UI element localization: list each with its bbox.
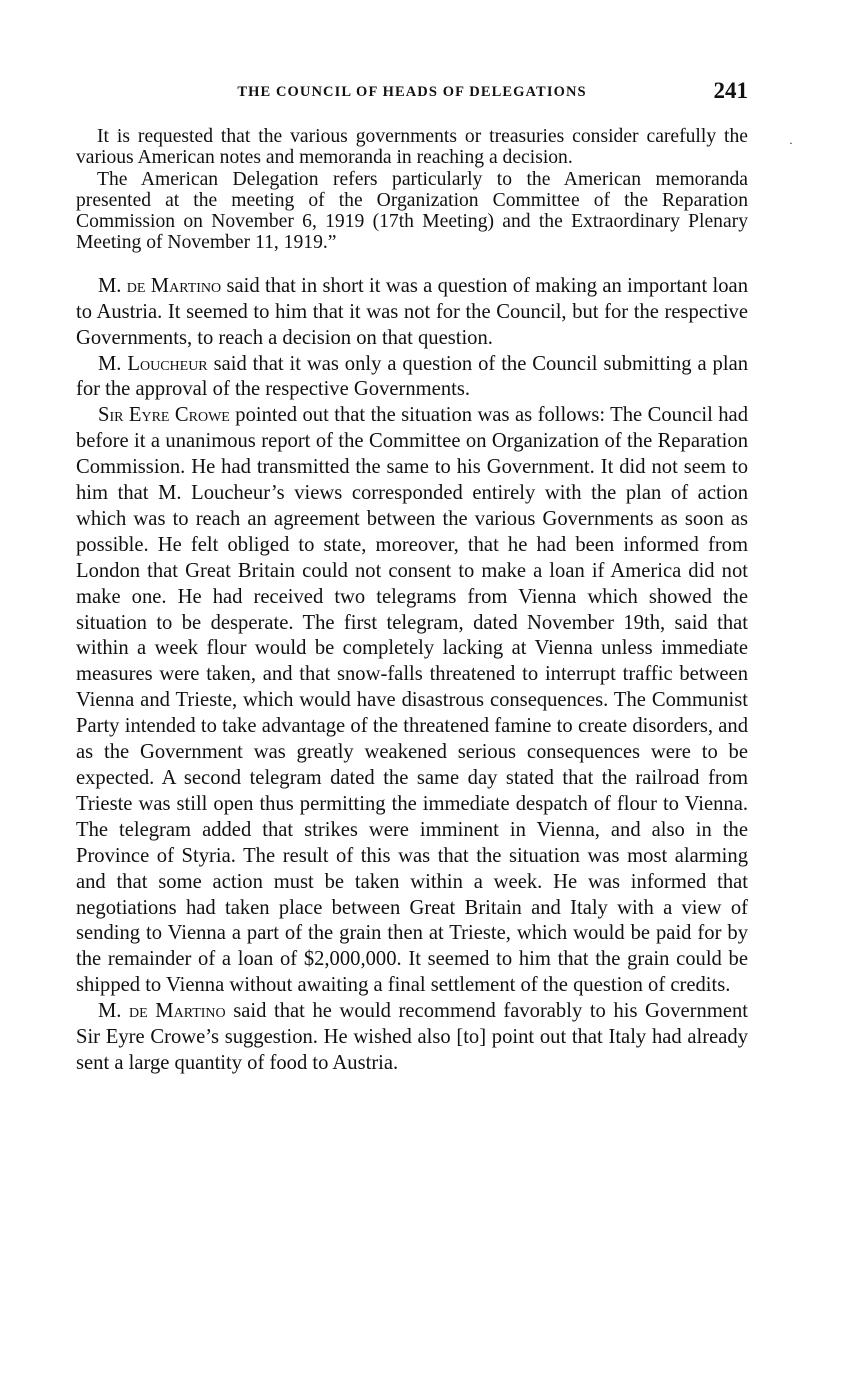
stray-print-mark: · xyxy=(789,136,793,150)
minutes-paragraph xyxy=(76,999,748,1077)
speaker-name: M. de Martino xyxy=(98,1000,226,1023)
paragraph-text: pointed out that the situation was as follows: The Council had before it a unanimous report of the Committee on Organization of the Reparation Commission. He had transmitted the same to his Government. It did not seem to him that M. Loucheur’s views corresponded entirely with the plan of action which was to reach an agreement between the various Governments as soon as possible. He felt obliged to state, moreover, that he had been informed from London that Great Britain could not consent to make a loan if America did not make one. He had received two telegrams from Vienna which showed the situation to be desperate. The first telegram, dated November 19th, said that within a week flour would be completely lacking at Vienna unless immediate measures were taken, and that snow-falls threatened to interrupt traffic between Vienna and Trieste, which would have disastrous consequences. The Communist Party intended to take advantage of the threatened famine to create disorders, and as the Government was greatly weakened serious consequences were to be expected. A second telegram dated the same day stated that the railroad from Trieste was still open thus permitting the immediate despatch of flour to Vienna. The telegram added that strikes were imminent in Vienna, and also in the Province of Styria. The result of this was that the situation was most alarming and that some action must be taken within a week. He was informed that negotiations had taken place between Great Britain and Italy with a view of sending to Vienna a part of the grain then at Trieste, which would be paid for by the remainder of a loan of $2,000,000. It seemed to him that the grain could be shipped to Vienna without awaiting a final settlement of the question of credits. xyxy=(76,404,748,997)
speaker-name: M. Loucheur xyxy=(98,352,208,375)
paragraph-text: said that it was only a question of the Council submitting a plan for the approval of the respective Governments. xyxy=(76,352,749,401)
speaker-name: Sir Eyre Crowe xyxy=(98,404,230,427)
quoted-note xyxy=(76,126,748,254)
minutes-paragraph xyxy=(76,403,748,999)
minutes-paragraph xyxy=(76,352,748,404)
speaker-name: M. de Martino xyxy=(98,274,222,297)
running-title: THE COUNCIL OF HEADS OF DELEGATIONS xyxy=(237,84,587,100)
page-number: 241 xyxy=(713,78,748,103)
minutes-body xyxy=(76,274,748,1077)
running-head xyxy=(76,78,748,108)
quote-paragraph: It is requested that the various governments or treasuries consider carefully the various American notes and memoranda in reaching a decision. xyxy=(76,126,748,169)
minutes-paragraph xyxy=(76,274,748,352)
quote-paragraph: The American Delegation refers particularly to the American memoranda presented at the meeting of the Organization Committee of the Reparation Commission on November 6, 1919 (17th Meeting) and the Extraordinary Plenary Meeting of November 11, 1919.” xyxy=(76,168,748,254)
paragraph-text: said that in short it was a question of making an important loan to Austria. It seemed to him that it was not for the Council, but for the respective Governments, to reach a decision on that question. xyxy=(76,274,748,349)
document-page xyxy=(76,78,748,1077)
paragraph-text: said that he would recommend favorably to his Government Sir Eyre Crowe’s suggestion. He wished also [to] point out that Italy had already sent a large quantity of food to Austria. xyxy=(76,1000,748,1074)
